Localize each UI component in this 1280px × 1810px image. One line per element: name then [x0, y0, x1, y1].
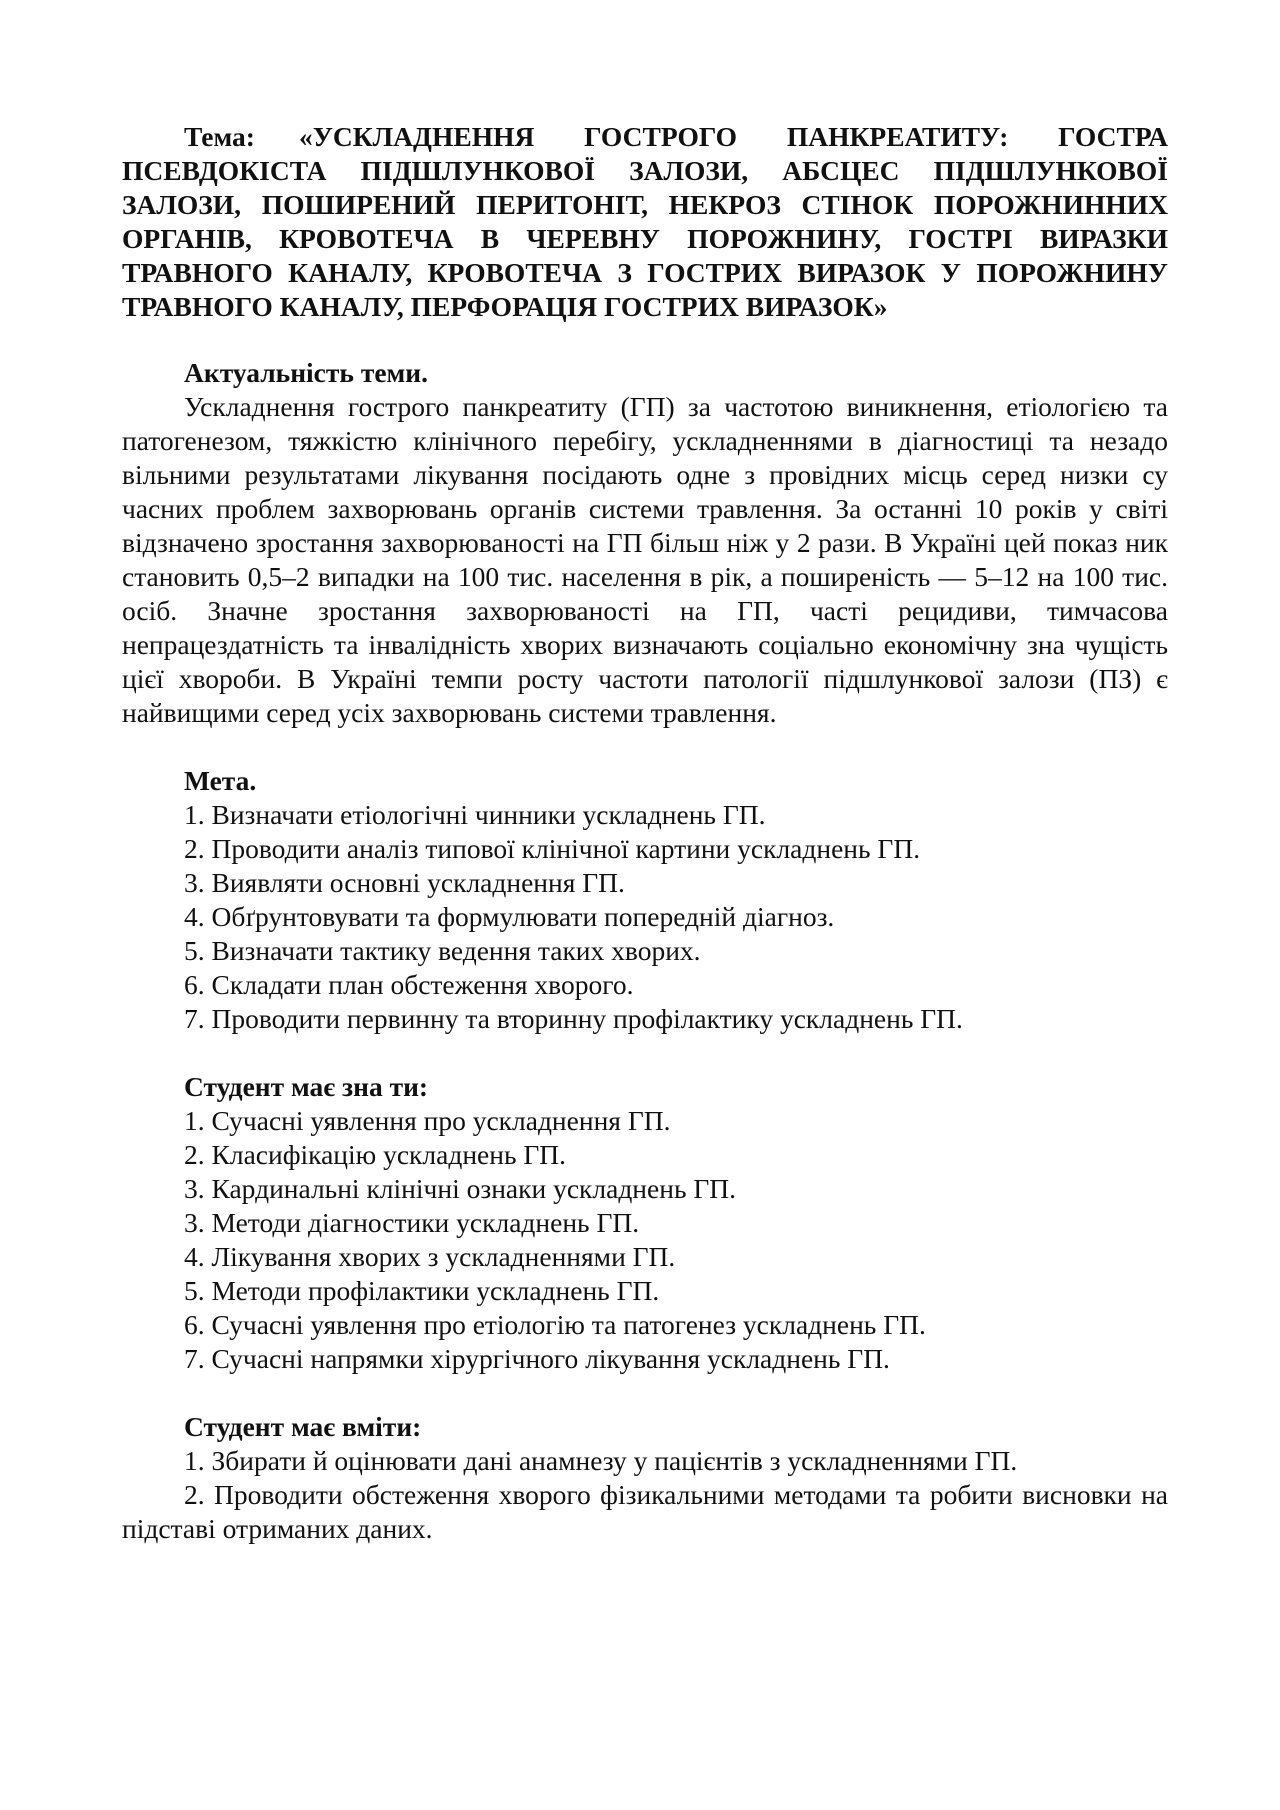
know-item: 2. Класифікацію ускладнень ГП.: [184, 1139, 567, 1170]
know-item: 1. Сучасні уявлення про ускладнення ГП.: [184, 1105, 671, 1136]
goal-list: [122, 798, 1168, 1036]
know-list: [122, 1104, 1168, 1376]
skills-list: [122, 1444, 1168, 1546]
title-text: «УСКЛАДНЕННЯ ГОСТРОГО ПАНКРЕАТИТУ: ГОСТРА ПСЕВДОКІСТА ПІДШЛУНКОВОЇ ЗАЛОЗИ, АБСЦЕС ПІДШЛУНКОВОЇ ЗАЛОЗИ, ПОШИРЕНИЙ ПЕРИТОНІТ, НЕКРОЗ СТІНОК ПОРОЖНИННИХ ОРГАНІВ, КРОВОТЕЧА В ЧЕРЕВНУ ПОРОЖНИНУ, ГОСТРІ ВИРАЗКИ ТРАВНОГО КАНАЛУ, КРОВОТЕЧА З ГОСТРИХ ВИРАЗОК У ПОРОЖНИНУ ТРАВНОГО КАНАЛУ, ПЕРФОРАЦІЯ ГОСТРИХ ВИРАЗОК»: [122, 121, 1168, 322]
skills-heading: Студент має вміти:: [184, 1411, 422, 1442]
skills-item: 1. Збирати й оцінювати дані анамнезу у пацієнтів з ускладненнями ГП.: [184, 1445, 1018, 1476]
spacer: [122, 1376, 1168, 1410]
document-title: [122, 120, 1168, 324]
know-heading: Студент має зна ти:: [184, 1071, 429, 1102]
goal-item: 6. Складати план обстеження хворого.: [184, 969, 634, 1000]
relevance-heading: Актуальність теми.: [184, 357, 428, 388]
goal-item: 5. Визначати тактику ведення таких хворих.: [184, 935, 701, 966]
know-item: 6. Сучасні уявлення про етіологію та патогенез ускладнень ГП.: [184, 1309, 926, 1340]
spacer: [122, 1036, 1168, 1070]
spacer: [122, 730, 1168, 764]
know-item: 4. Лікування хворих з ускладненнями ГП.: [184, 1241, 676, 1272]
goal-heading: Мета.: [184, 765, 257, 796]
know-item: 5. Методи профілактики ускладнень ГП.: [184, 1275, 660, 1306]
goal-item: 3. Виявляти основні ускладнення ГП.: [184, 867, 625, 898]
skills-item: 2. Проводити обстеження хворого фізикальними методами та робити висновки на підставі отриманих даних.: [122, 1479, 1168, 1544]
goal-item: 4. Обґрунтовувати та формулювати попередній діагноз.: [184, 901, 835, 932]
goal-item: 2. Проводити аналіз типової клінічної картини ускладнень ГП.: [184, 833, 921, 864]
document-page: [122, 120, 1168, 1546]
relevance-paragraph: Ускладнення гострого панкреатиту (ГП) за частотою виникнення, етіологією та патогенезом, тяжкістю клінічного перебігу, ускладненнями в діагностиці та незадо вільними результатами лікування посідають одне з провідних місць серед низки су часних проблем захворювань органів системи травлення. За останні 10 років у світі відзначено зростання захворюваності на ГП більш ніж у 2 рази. В Україні цей показ ник становить 0,5–2 випадки на 100 тис. населення в рік, а поширеність — 5–12 на 100 тис. осіб. Значне зростання захворюваності на ГП, часті рецидиви, тимчасова непрацездатність та інвалідність хворих визначають соціально економічну зна чущість цієї хвороби. В Україні темпи росту частоти патології підшлункової залози (ПЗ) є найвищими серед усіх захворювань системи травлення.: [122, 391, 1168, 728]
title-label: Тема:: [184, 121, 255, 152]
goal-item: 1. Визначати етіологічні чинники ускладнень ГП.: [184, 799, 766, 830]
spacer: [122, 324, 1168, 356]
know-item: 3. Кардинальні клінічні ознаки ускладнень ГП.: [184, 1173, 737, 1204]
know-item: 3. Методи діагностики ускладнень ГП.: [184, 1207, 640, 1238]
know-item: 7. Сучасні напрямки хірургічного лікування ускладнень ГП.: [184, 1343, 890, 1374]
goal-item: 7. Проводити первинну та вторинну профілактику ускладнень ГП.: [184, 1003, 963, 1034]
